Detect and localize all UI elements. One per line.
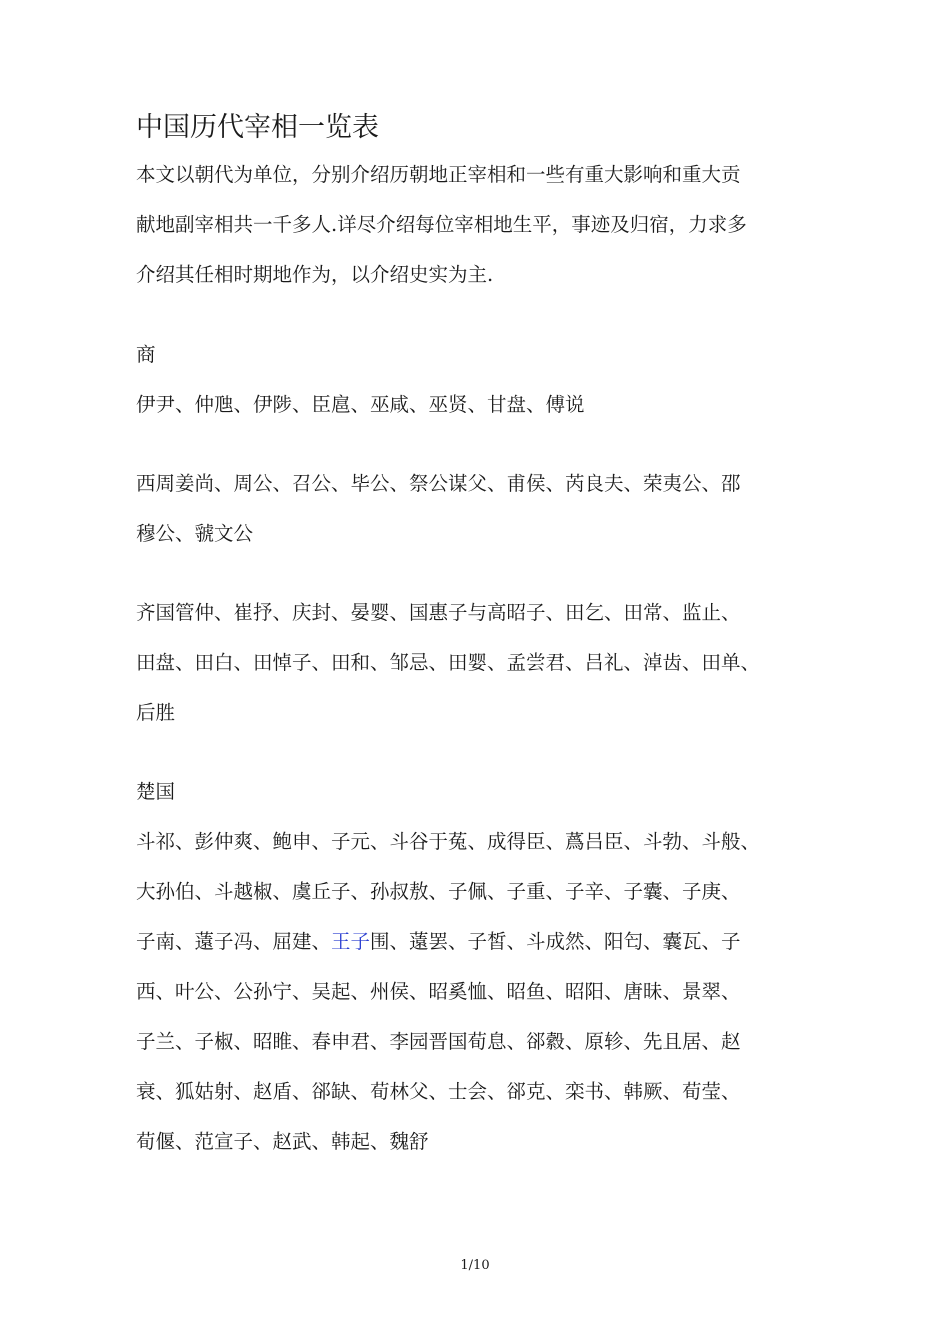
qi-line-2: 田盘、田白、田悼子、田和、邹忌、田婴、孟尝君、吕礼、淖齿、田单、 — [136, 651, 761, 674]
shang-names: 伊尹、仲虺、伊陟、臣扈、巫咸、巫贤、甘盘、傅说 — [136, 393, 585, 416]
intro-line-1: 本文以朝代为单位，分别介绍历朝地正宰相和一些有重大影响和重大贡 — [136, 163, 741, 186]
chu-line-7: 荀偃、范宣子、赵武、韩起、魏舒 — [136, 1130, 429, 1153]
wangzi-link[interactable]: 王子 — [331, 930, 371, 953]
qi-line-1: 齐国管仲、崔抒、庆封、晏婴、国惠子与高昭子、田乞、田常、监止、 — [136, 601, 741, 624]
shang-heading: 商 — [136, 343, 156, 366]
chu-line-3 — [136, 927, 741, 957]
chu-line-5: 子兰、子椒、昭睢、春申君、李园晋国荀息、郤縠、原轸、先且居、赵 — [136, 1030, 741, 1053]
chu-line-4: 西、叶公、公孙宁、吴起、州侯、昭奚恤、昭鱼、昭阳、唐昧、景翠、 — [136, 980, 741, 1003]
chu-line-3-end: 围、薳罢、子皙、斗成然、阳匄、囊瓦、子 — [370, 930, 741, 953]
chu-line-6: 衰、狐姑射、赵盾、郤缺、荀林父、士会、郤克、栾书、韩厥、荀莹、 — [136, 1080, 741, 1103]
xizhou-line-1: 西周姜尚、周公、召公、毕公、祭公谋父、甫侯、芮良夫、荣夷公、邵 — [136, 472, 741, 495]
intro-line-3: 介绍其任相时期地作为，以介绍史实为主. — [136, 263, 494, 286]
document-title: 中国历代宰相一览表 — [136, 112, 379, 143]
chu-line-3-start: 子南、薳子冯、屈建、 — [136, 930, 332, 953]
chu-line-1: 斗祁、彭仲爽、鲍申、子元、斗谷于菟、成得臣、蔿吕臣、斗勃、斗般、 — [136, 830, 761, 853]
intro-line-2: 献地副宰相共一千多人.详尽介绍每位宰相地生平，事迹及归宿，力求多 — [136, 213, 747, 236]
qi-line-3: 后胜 — [136, 701, 176, 724]
xizhou-line-2: 穆公、虢文公 — [136, 522, 254, 545]
chu-heading: 楚国 — [136, 780, 176, 803]
page-number: 1/10 — [460, 1258, 490, 1273]
chu-line-2: 大孙伯、斗越椒、虞丘子、孙叔敖、子佩、子重、子辛、子囊、子庚、 — [136, 880, 741, 903]
